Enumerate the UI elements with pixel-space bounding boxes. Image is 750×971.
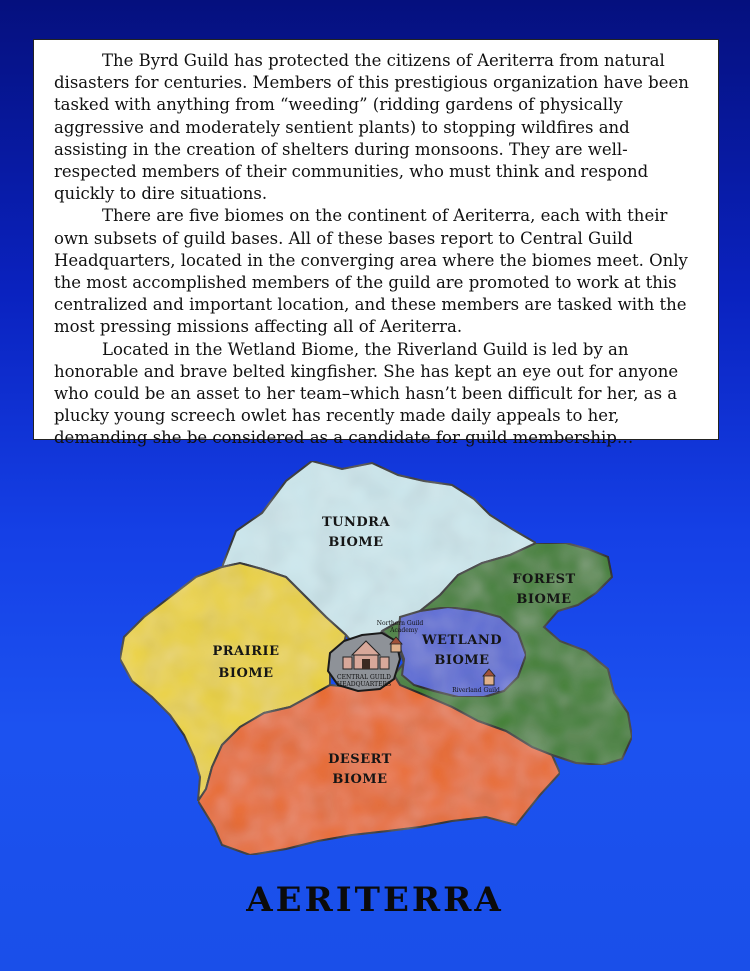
aeriterra-map bbox=[0, 445, 750, 865]
tundra-label-line-1: TUNDRA bbox=[321, 515, 391, 530]
forest-label-line-1: FOREST bbox=[512, 572, 576, 587]
forest-label-line-2: BIOME bbox=[516, 592, 572, 607]
intro-paragraph-1: The Byrd Guild has protected the citizens of Aeriterra from natural disasters for centuries. Members of this prestigious organization have been tasked with anything from “weeding” (ridding gardens of physically aggressive and moderately sentient plants) to stopping wildfires and assisting in the creation of shelters during monsoons. They are well-respected members of their communities, who must think and respond quickly to dire situations. bbox=[54, 51, 689, 204]
northern-academy-label-line-2: Academy bbox=[390, 627, 418, 634]
central-guild-label-line-2: HEADQUARTERS bbox=[336, 681, 392, 688]
northern-academy-label-line-1: Northern Guild bbox=[376, 620, 424, 627]
desert-label-line-1: DESERT bbox=[328, 752, 392, 767]
prairie-label-line-2: BIOME bbox=[218, 666, 274, 681]
tundra-label-line-2: BIOME bbox=[328, 535, 384, 550]
map-title: AERITERRA bbox=[246, 880, 504, 920]
intro-paragraph-3: Located in the Wetland Biome, the Riverland Guild is led by an honorable and brave belted kingfisher. She has kept an eye out for anyone who could be an asset to her team–which hasn’t been difficult for her, as a plucky young screech owlet has recently made daily appeals to her, demanding she be considered as a candidate for guild membership… bbox=[54, 339, 679, 448]
riverland-guild-label: Riverland Guild bbox=[452, 687, 500, 694]
central-guild-label-line-1: CENTRAL GUILD bbox=[337, 674, 391, 681]
wetland-label-line-1: WETLAND bbox=[421, 633, 503, 648]
wetland-label-line-2: BIOME bbox=[434, 653, 490, 668]
intro-text-box bbox=[33, 39, 719, 448]
desert-label-line-2: BIOME bbox=[332, 772, 388, 787]
prairie-label-line-1: PRAIRIE bbox=[212, 644, 280, 659]
map-canvas bbox=[0, 445, 750, 865]
intro-paragraph-2: There are five biomes on the continent of Aeriterra, each with their own subsets of guild bases. All of these bases report to Central Guild Headquarters, located in the converging area where the biomes meet. Only the most accomplished members of the guild are promoted to work at this centralized and important location, and these members are tasked with the most pressing missions affecting all of Aeriterra. bbox=[54, 206, 688, 337]
